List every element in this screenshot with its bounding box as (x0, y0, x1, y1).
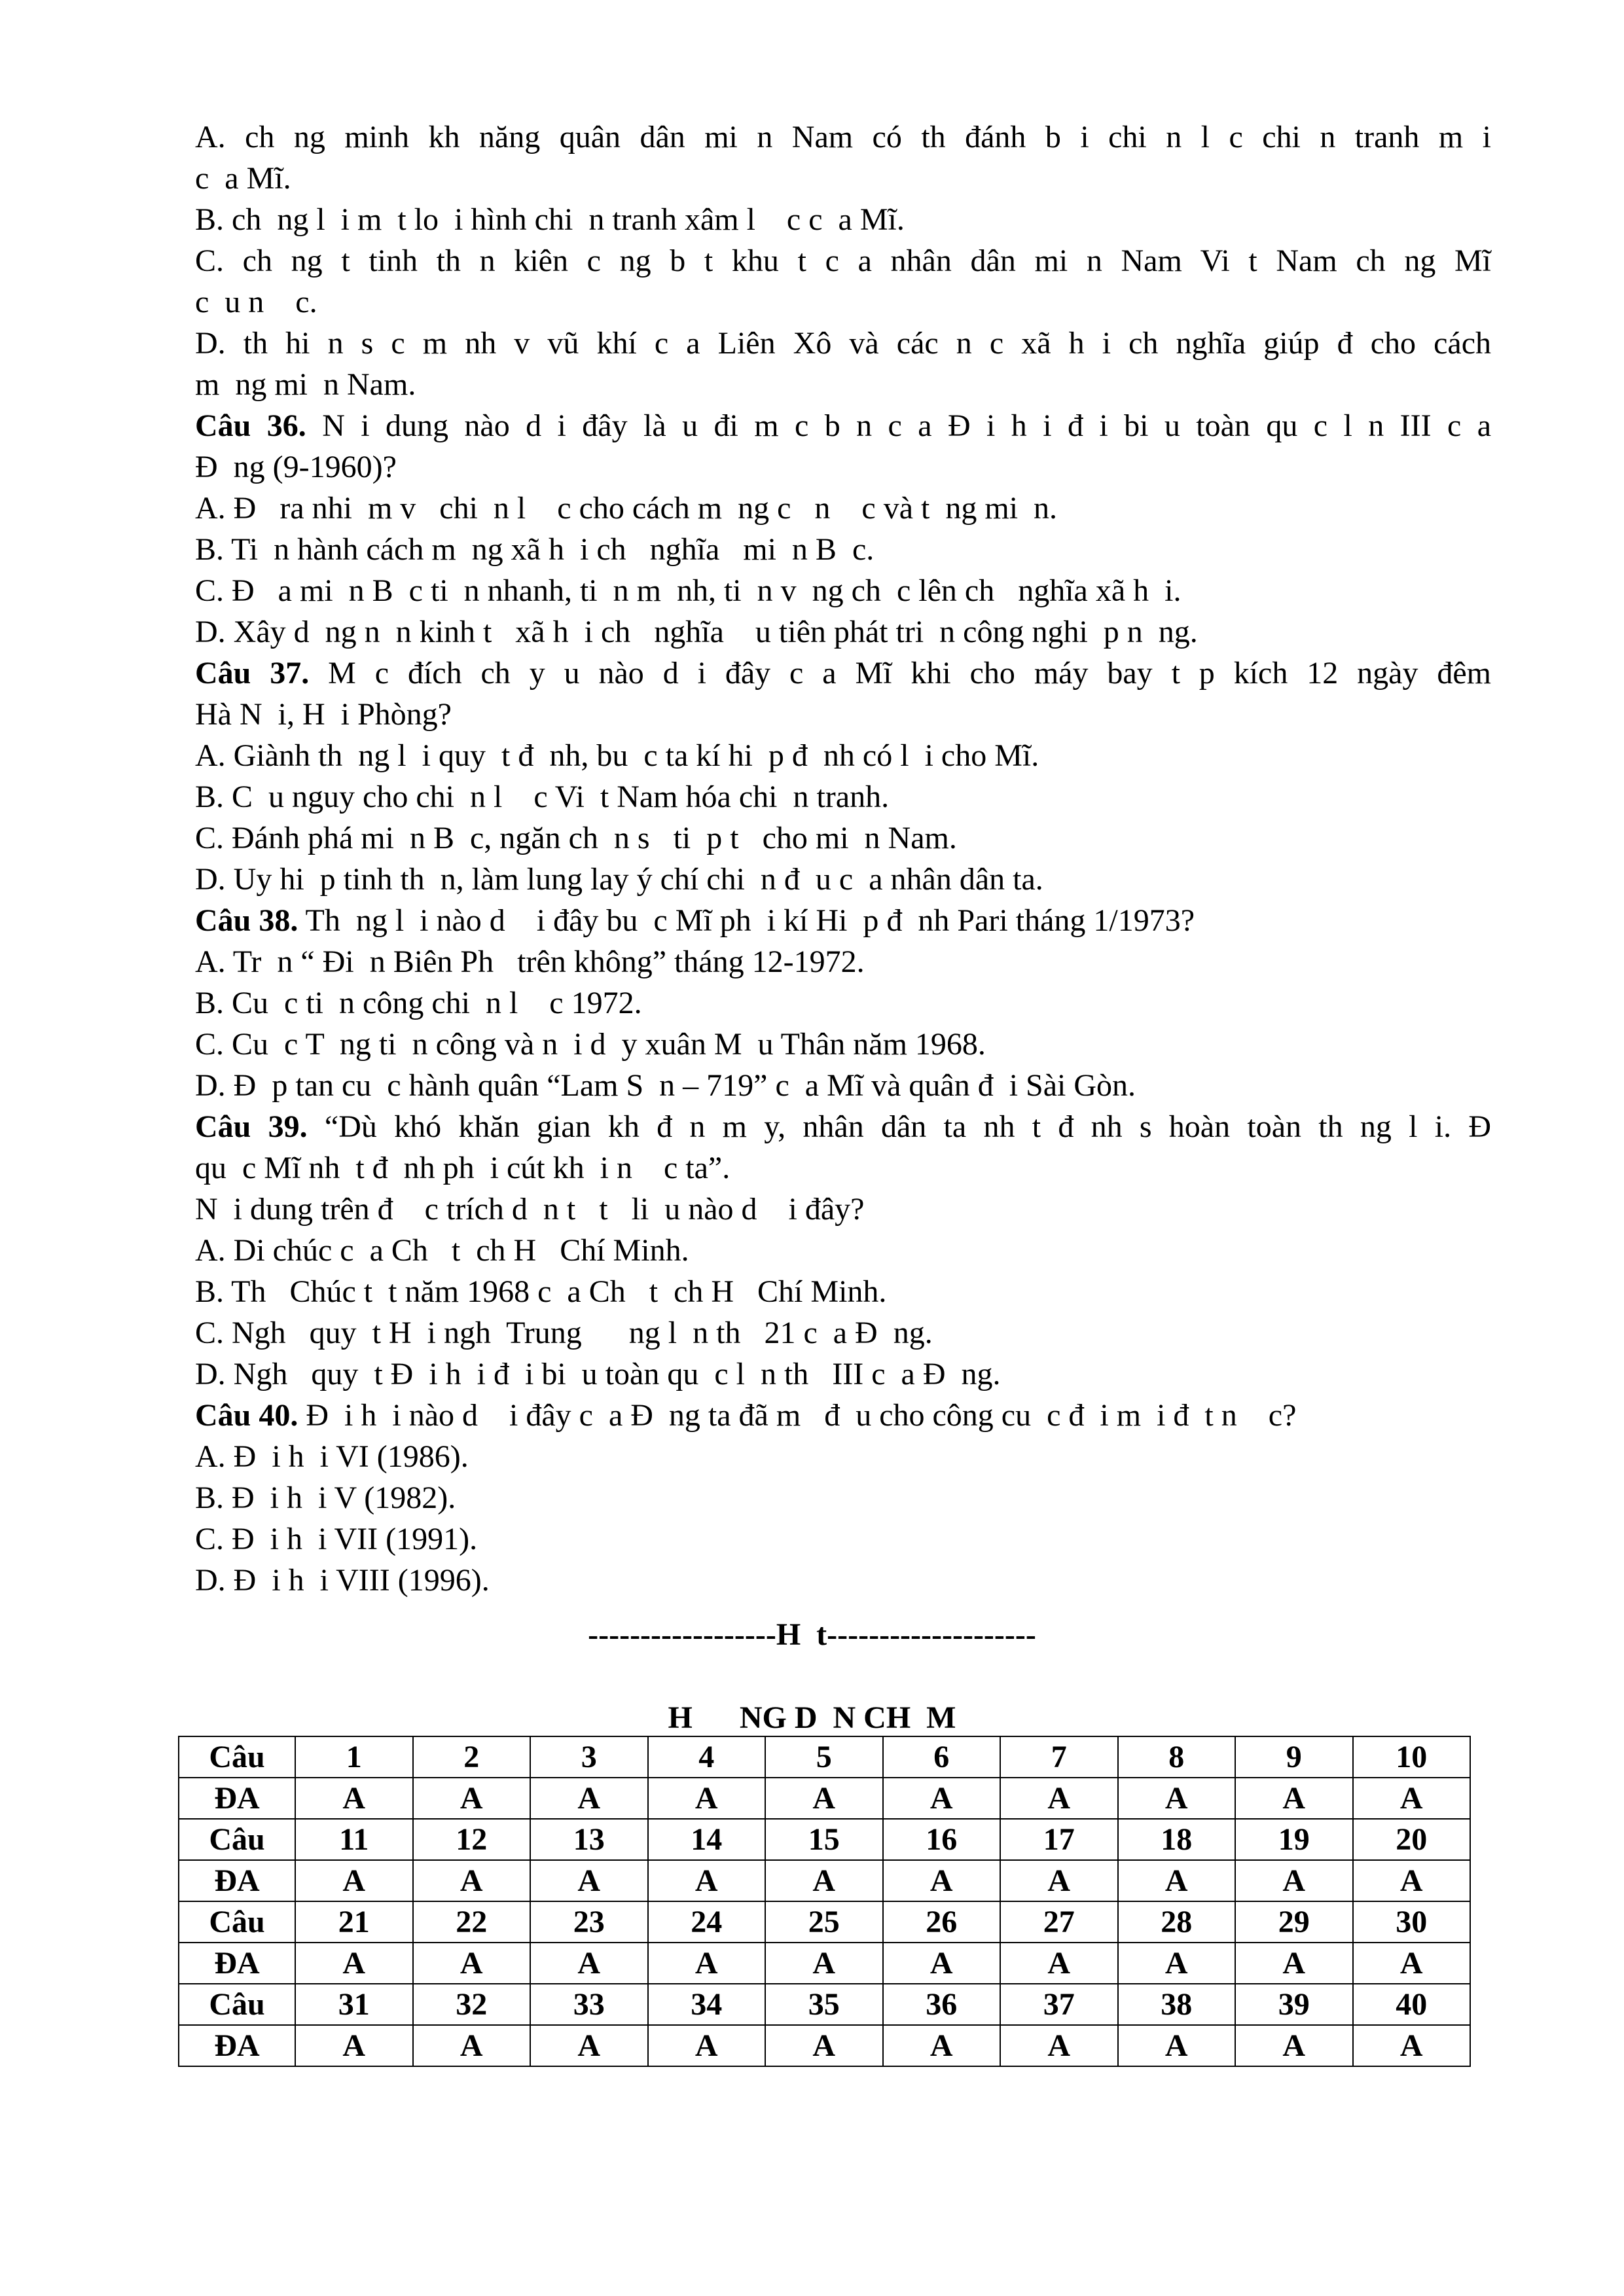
answer-key-title: H NG D N CH M (668, 1700, 956, 1735)
text-line (195, 570, 1491, 611)
answer-cell: 32 (413, 1984, 531, 2025)
line-text: Hà N i, H i Phòng? (195, 697, 452, 732)
question-number: Câu 36. (195, 408, 306, 443)
text-line (195, 364, 1491, 405)
line-text: B. Th Chúc t t năm 1968 c a Ch t ch H Chí Minh. (195, 1274, 887, 1309)
text-line (195, 735, 1491, 776)
text-line (195, 199, 1491, 240)
line-text: C. Đ a mi n B c ti n nhanh, ti n m nh, ti n v ng ch c lên ch nghĩa xã h i. (195, 573, 1182, 608)
answer-row (179, 1736, 1470, 1778)
line-text: D. Đ p tan cu c hành quân “Lam S n – 719” c a Mĩ và quân đ i Sài Gòn. (195, 1068, 1136, 1103)
answer-cell: A (1000, 1860, 1118, 1901)
answer-cell: A (1118, 2025, 1236, 2066)
line-text: C. Đánh phá mi n B c, ngăn ch n s ti p t cho mi n Nam. (195, 821, 957, 855)
answer-row (179, 2025, 1470, 2066)
answer-cell: A (883, 1943, 1001, 1984)
text-line (195, 281, 1491, 323)
answer-cell: 12 (413, 1819, 531, 1860)
answer-cell: A (883, 2025, 1001, 2066)
text-line (195, 1477, 1491, 1518)
answer-key-table (178, 1736, 1471, 2067)
answer-cell: A (1353, 2025, 1471, 2066)
answer-cell: A (295, 1860, 413, 1901)
answer-cell: A (1235, 1943, 1353, 1984)
line-text: A. Di chúc c a Ch t ch H Chí Minh. (195, 1233, 689, 1268)
row-label-cell: ĐA (179, 2025, 295, 2066)
answer-cell: A (1235, 1860, 1353, 1901)
answer-cell: 15 (765, 1819, 883, 1860)
answer-cell: 21 (295, 1901, 413, 1943)
text-line (195, 1436, 1491, 1477)
text-line (195, 323, 1491, 364)
line-text: Đ ng (9-1960)? (195, 450, 397, 484)
answer-cell: A (413, 1860, 531, 1901)
line-text: M c đích ch y u nào d i đây c a Mĩ khi cho máy bay t p kích 12 ngày đêm (309, 656, 1491, 691)
answer-cell: 30 (1353, 1901, 1471, 1943)
question-number: Câu 37. (195, 656, 310, 691)
line-text: B. Ti n hành cách m ng xã h i ch nghĩa mi n B c. (195, 532, 875, 567)
answer-cell: A (1353, 1943, 1471, 1984)
line-text: A. Tr n “ Đi n Biên Ph trên không” tháng 12-1972. (195, 944, 865, 979)
text-line (195, 446, 1491, 488)
text-line (195, 488, 1491, 529)
answer-cell: 6 (883, 1736, 1001, 1778)
answer-cell: 7 (1000, 1736, 1118, 1778)
answer-cell: A (295, 2025, 413, 2066)
line-text: A. Đ ra nhi m v chi n l c cho cách m ng c n c và t ng mi n. (195, 491, 1058, 526)
line-text: B. Đ i h i V (1982). (195, 1480, 456, 1515)
question-number: Câu 39. (195, 1109, 308, 1144)
row-label-cell: ĐA (179, 1860, 295, 1901)
answer-cell: A (1353, 1860, 1471, 1901)
answer-cell: A (1235, 1778, 1353, 1819)
line-text: B. ch ng l i m t lo i hình chi n tranh xâm l c c a Mĩ. (195, 202, 905, 237)
answer-cell: A (1353, 1778, 1471, 1819)
answer-cell: A (648, 1860, 766, 1901)
question-line (195, 1395, 1491, 1436)
answer-cell: 14 (648, 1819, 766, 1860)
line-text: B. C u nguy cho chi n l c Vi t Nam hóa chi n tranh. (195, 780, 890, 814)
text-line (195, 1189, 1491, 1230)
answer-cell: A (1000, 1943, 1118, 1984)
line-text: “Dù khó khăn gian kh đ n m y, nhân dân ta nh t đ nh s hoàn toàn th ng l i. Đ (307, 1109, 1492, 1144)
answer-cell: A (413, 2025, 531, 2066)
answer-cell: 36 (883, 1984, 1001, 2025)
answer-cell: 3 (530, 1736, 648, 1778)
text-line (195, 158, 1491, 199)
answer-cell: A (883, 1860, 1001, 1901)
answer-cell: 35 (765, 1984, 883, 2025)
line-text: Th ng l i nào d i đây bu c Mĩ ph i kí Hi p đ nh Pari tháng 1/1973? (298, 903, 1195, 938)
answer-cell: 26 (883, 1901, 1001, 1943)
answer-cell: 39 (1235, 1984, 1353, 2025)
answer-cell: A (1000, 1778, 1118, 1819)
text-line (195, 694, 1491, 735)
answer-cell: 24 (648, 1901, 766, 1943)
answer-row (179, 1901, 1470, 1943)
answer-cell: A (530, 1778, 648, 1819)
text-line (195, 1230, 1491, 1271)
text-line (195, 941, 1491, 982)
line-text: A. ch ng minh kh năng quân dân mi n Nam có th đánh b i chi n l c chi n tranh m i (195, 120, 1491, 154)
end-separator: ------------------H t-------------------- (588, 1617, 1036, 1652)
answer-cell: 37 (1000, 1984, 1118, 2025)
line-text: C. Ngh quy t H i ngh Trung ng l n th 21 c a Đ ng. (195, 1316, 933, 1350)
line-text: D. Xây d ng n n kinh t xã h i ch nghĩa u tiên phát tri n công nghi p n ng. (195, 615, 1198, 649)
question-line (195, 900, 1491, 941)
exam-text (195, 117, 1491, 1601)
answer-row (179, 1943, 1470, 1984)
answer-cell: A (295, 1943, 413, 1984)
answer-cell: A (1118, 1778, 1236, 1819)
answer-cell: 4 (648, 1736, 766, 1778)
answer-cell: A (530, 1860, 648, 1901)
answer-cell: A (765, 1778, 883, 1819)
question-line (195, 1106, 1491, 1147)
text-line (195, 1354, 1491, 1395)
answer-cell: 31 (295, 1984, 413, 2025)
line-text: A. Giành th ng l i quy t đ nh, bu c ta kí hi p đ nh có l i cho Mĩ. (195, 738, 1039, 773)
text-line (195, 1518, 1491, 1560)
answer-cell: A (295, 1778, 413, 1819)
answer-cell: A (765, 2025, 883, 2066)
answer-cell: 40 (1353, 1984, 1471, 2025)
question-line (195, 653, 1491, 694)
answer-cell: 10 (1353, 1736, 1471, 1778)
line-text: N i dung trên đ c trích d n t t li u nào d i đây? (195, 1192, 865, 1227)
answer-cell: 8 (1118, 1736, 1236, 1778)
text-line (195, 611, 1491, 653)
answer-cell: A (530, 2025, 648, 2066)
text-line (195, 1560, 1491, 1601)
answer-cell: A (530, 1943, 648, 1984)
line-text: A. Đ i h i VI (1986). (195, 1439, 469, 1474)
row-label-cell: ĐA (179, 1778, 295, 1819)
answer-cell: 13 (530, 1819, 648, 1860)
answer-cell: 33 (530, 1984, 648, 2025)
answer-cell: A (1118, 1860, 1236, 1901)
answer-cell: 20 (1353, 1819, 1471, 1860)
answer-cell: 22 (413, 1901, 531, 1943)
answer-cell: A (1000, 2025, 1118, 2066)
line-text: C. ch ng t tinh th n kiên c ng b t khu t c a nhân dân mi n Nam Vi t Nam ch ng Mĩ (195, 243, 1491, 278)
row-label-cell: ĐA (179, 1943, 295, 1984)
line-text: C. Đ i h i VII (1991). (195, 1522, 478, 1556)
answer-cell: A (648, 1778, 766, 1819)
answer-row (179, 1819, 1470, 1860)
text-line (195, 859, 1491, 900)
answer-cell: A (648, 1943, 766, 1984)
answer-cell: 28 (1118, 1901, 1236, 1943)
answer-cell: 25 (765, 1901, 883, 1943)
text-line (195, 1065, 1491, 1106)
answer-cell: 5 (765, 1736, 883, 1778)
line-text: qu c Mĩ nh t đ nh ph i cút kh i n c ta”. (195, 1151, 731, 1185)
answer-cell: 18 (1118, 1819, 1236, 1860)
answer-cell: A (1235, 2025, 1353, 2066)
line-text: D. Đ i h i VIII (1996). (195, 1563, 490, 1598)
line-text: c a Mĩ. (195, 161, 291, 196)
answer-cell: 19 (1235, 1819, 1353, 1860)
answer-cell: A (413, 1943, 531, 1984)
answer-cell: 11 (295, 1819, 413, 1860)
question-number: Câu 40. (195, 1398, 298, 1433)
line-text: D. th hi n s c m nh v vũ khí c a Liên Xô và các n c xã h i ch nghĩa giúp đ cho cách (195, 326, 1491, 361)
answer-cell: 16 (883, 1819, 1001, 1860)
answer-cell: A (883, 1778, 1001, 1819)
row-label-cell: Câu (179, 1736, 295, 1778)
text-line (195, 776, 1491, 817)
row-label-cell: Câu (179, 1819, 295, 1860)
line-text: m ng mi n Nam. (195, 367, 416, 402)
answer-cell: 2 (413, 1736, 531, 1778)
answer-cell: A (765, 1860, 883, 1901)
answer-row (179, 1984, 1470, 2025)
text-line (195, 1312, 1491, 1354)
line-text: C. Cu c T ng ti n công và n i d y xuân M u Thân năm 1968. (195, 1027, 986, 1062)
text-line (195, 529, 1491, 570)
answer-row (179, 1860, 1470, 1901)
text-line (195, 817, 1491, 859)
line-text: Đ i h i nào d i đây c a Đ ng ta đã m đ u cho công cu c đ i m i đ t n c? (298, 1398, 1297, 1433)
text-line (195, 1024, 1491, 1065)
text-line (195, 240, 1491, 281)
answer-cell: A (413, 1778, 531, 1819)
row-label-cell: Câu (179, 1984, 295, 2025)
row-label-cell: Câu (179, 1901, 295, 1943)
answer-cell: 9 (1235, 1736, 1353, 1778)
answer-cell: A (648, 2025, 766, 2066)
line-text: N i dung nào d i đây là u đi m c b n c a Đ i h i đ i bi u toàn qu c l n III c a (306, 408, 1492, 443)
answer-cell: A (765, 1943, 883, 1984)
answer-row (179, 1778, 1470, 1819)
answer-cell: 29 (1235, 1901, 1353, 1943)
text-line (195, 982, 1491, 1024)
text-line (195, 1271, 1491, 1312)
answer-cell: 34 (648, 1984, 766, 2025)
answer-cell: A (1118, 1943, 1236, 1984)
answer-cell: 27 (1000, 1901, 1118, 1943)
line-text: c u n c. (195, 285, 317, 319)
line-text: D. Ngh quy t Đ i h i đ i bi u toàn qu c l n th III c a Đ ng. (195, 1357, 1001, 1391)
text-line (195, 1147, 1491, 1189)
question-line (195, 405, 1491, 446)
text-line (195, 117, 1491, 158)
answer-cell: 1 (295, 1736, 413, 1778)
answer-cell: 23 (530, 1901, 648, 1943)
line-text: B. Cu c ti n công chi n l c 1972. (195, 986, 642, 1020)
question-number: Câu 38. (195, 903, 298, 938)
answer-cell: 17 (1000, 1819, 1118, 1860)
line-text: D. Uy hi p tinh th n, làm lung lay ý chí chi n đ u c a nhân dân ta. (195, 862, 1043, 897)
answer-cell: 38 (1118, 1984, 1236, 2025)
